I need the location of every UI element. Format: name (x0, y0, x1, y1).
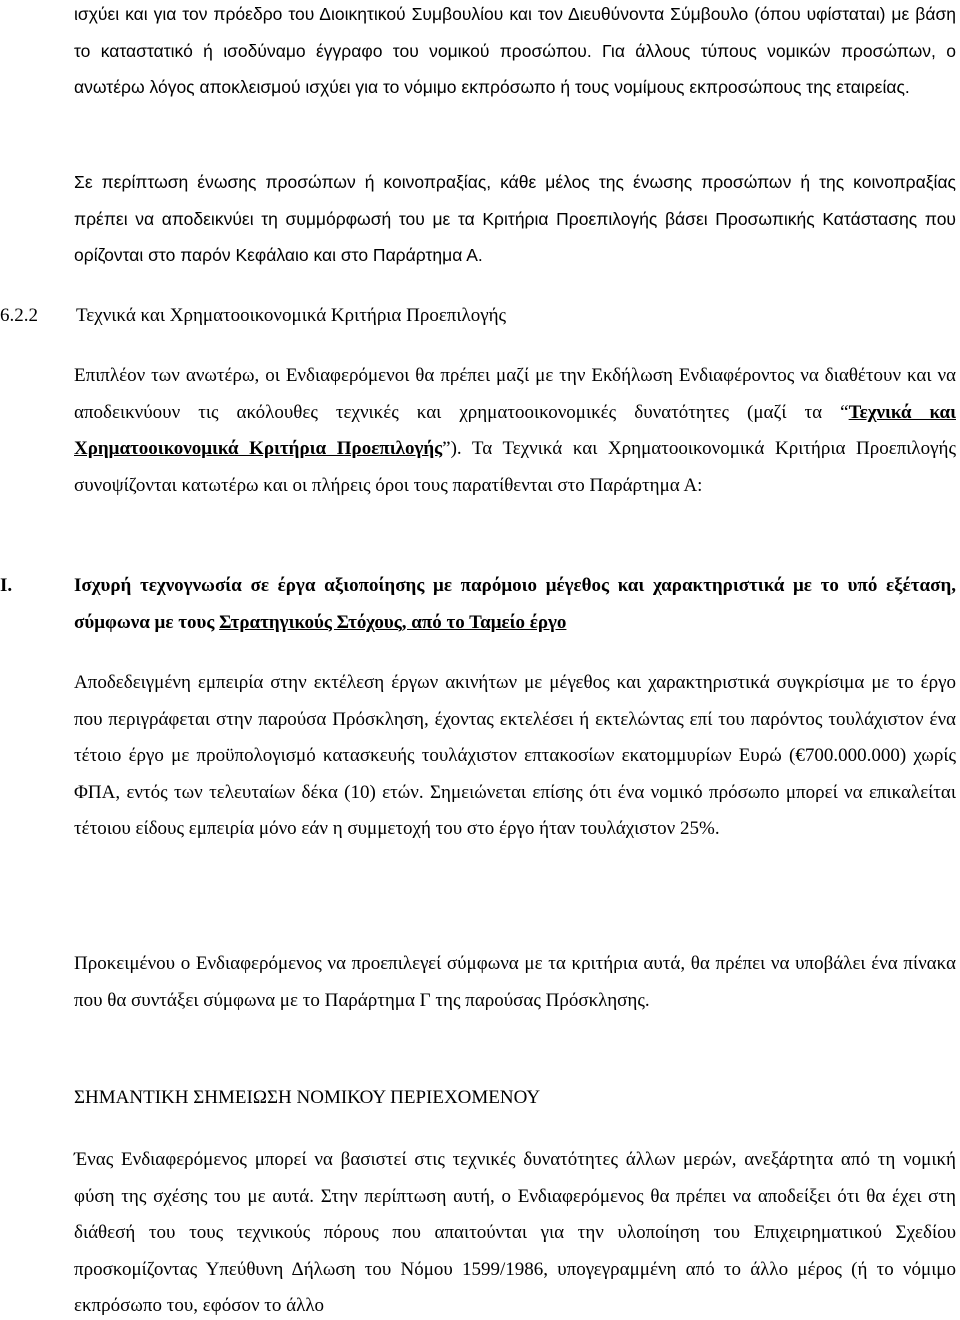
section-number: 6.2.2 (0, 305, 38, 326)
paragraph-legal-note: Ένας Ενδιαφερόμενος μπορεί να βασιστεί στις τεχνικές δυνατότητες άλλων μερών, ανεξάρτητα από τη νομική φύση της σχέσης του με αυτά. Στην περίπτωση αυτή, ο Ενδιαφερόμενος θα πρέπει να αποδείξει ότι θα έχει στη διάθεσή του τους τεχνικούς πόρους που απαιτούνται για την υλοποίηση του Επιχειρηματικού Σχεδίου προσκομίζοντας Υπεύθυνη Δήλωση του Νόμου 1599/1986, υπογεγραμμένη από το άλλο μέρος (ή το νόμιμο εκπρόσωπο του, εφόσον το άλλο (74, 1149, 956, 1316)
experience-amount: €700.000.000 (795, 745, 900, 766)
criterion-title-underlined: Στρατηγικούς Στόχους, από το Ταμείο έργο (219, 611, 567, 633)
criterion-title (74, 568, 956, 641)
criterion-title-part1: Ισχυρή τεχνογνωσία σε έργα αξιοποίησης με παρόμοιο μέγεθος και χαρακτηριστικά με το υπό εξέταση, σύμφωνα με τους (74, 575, 956, 633)
paragraph-legal-representatives: ισχύει και για τον πρόεδρο του Διοικητικού Συμβουλίου και τον Διευθύνοντα Σύμβουλο (όπου υφίσταται) με βάση το καταστατικό ή ισοδύναμο έγγραφο του νομικού προσώπου. Για άλλους τύπους νομικών προσώπων, ο ανωτέρω λόγος αποκλεισμού ισχύει για το νόμιμο εκπρόσωπο ή τους νομίμους εκπροσώπους της εταιρείας. (74, 4, 956, 97)
experience-text-before: Αποδεδειγμένη εμπειρία στην εκτέλεση έργων ακινήτων με μέγεθος και χαρακτηριστικά συγκρίσιμα με το έργο που περιγράφεται στην παρούσα Πρόσκληση, έχοντας εκτελέσει ή εκτελώντας επί του παρόντος τουλάχιστον ένα τέτοιο έργο με προϋπολογισμό κατασκευής τουλάχιστον επτακοσίων εκατομμυρίων Ευρώ ( (74, 672, 956, 766)
defined-term-criteria: Τεχνικά και Χρηματοοικονομικά Κριτήρια Προεπιλογής (74, 401, 956, 459)
legal-note-heading: ΣΗΜΑΝΤΙΚΗ ΣΗΜΕΙΩΣΗ ΝΟΜΙΚΟΥ ΠΕΡΙΕΧΟΜΕΝΟΥ (74, 1087, 541, 1108)
paragraph-experience-requirement (74, 665, 956, 848)
intro-text-after: ”). Τα Τεχνικά και Χρηματοοικονομικά Κριτήρια Προεπιλογής συνοψίζονται κατωτέρω και οι πλήρεις όροι τους παρατίθενται στο Παράρτημα Α: (74, 438, 956, 496)
intro-text-before: Επιπλέον των ανωτέρω, οι Ενδιαφερόμενοι θα πρέπει μαζί με την Εκδήλωση Ενδιαφέροντος να διαθέτουν και να αποδεικνύουν τις ακόλουθες τεχνικές και χρηματοοικονομικές δυνατότητες (μαζί τα “ (74, 365, 956, 423)
criterion-numeral: I. (0, 575, 13, 596)
section-heading-6-2-2 (0, 298, 506, 334)
paragraph-consortium: Σε περίπτωση ένωσης προσώπων ή κοινοπραξίας, κάθε μέλος της ένωσης προσώπων ή της κοινοπραξίας πρέπει να αποδεικνύει τη συμμόρφωσή του με τα Κριτήρια Προεπιλογής βάσει Προσωπικής Κατάστασης που ορίζονται στο παρόν Κεφάλαιο και στο Παράρτημα Α. (74, 172, 956, 265)
paragraph-technical-financial-intro (74, 358, 956, 504)
paragraph-annex-table: Προκειμένου ο Ενδιαφερόμενος να προεπιλεγεί σύμφωνα με τα κριτήρια αυτά, θα πρέπει να υποβάλει ένα πίνακα που θα συντάξει σύμφωνα με το Παράρτημα Γ της παρούσας Πρόσκλησης. (74, 953, 956, 1011)
section-title: Τεχνικά και Χρηματοοικονομικά Κριτήρια Προεπιλογής (76, 305, 507, 326)
experience-text-after: ) χωρίς ΦΠΑ, εντός των τελευταίων δέκα (10) ετών. Σημειώνεται επίσης ότι ένα νομικό πρόσωπο μπορεί να επικαλείται τέτοιου είδους εμπειρία μόνο εάν η συμμετοχή του στο έργο ήταν τουλάχιστον 25%. (74, 745, 956, 839)
